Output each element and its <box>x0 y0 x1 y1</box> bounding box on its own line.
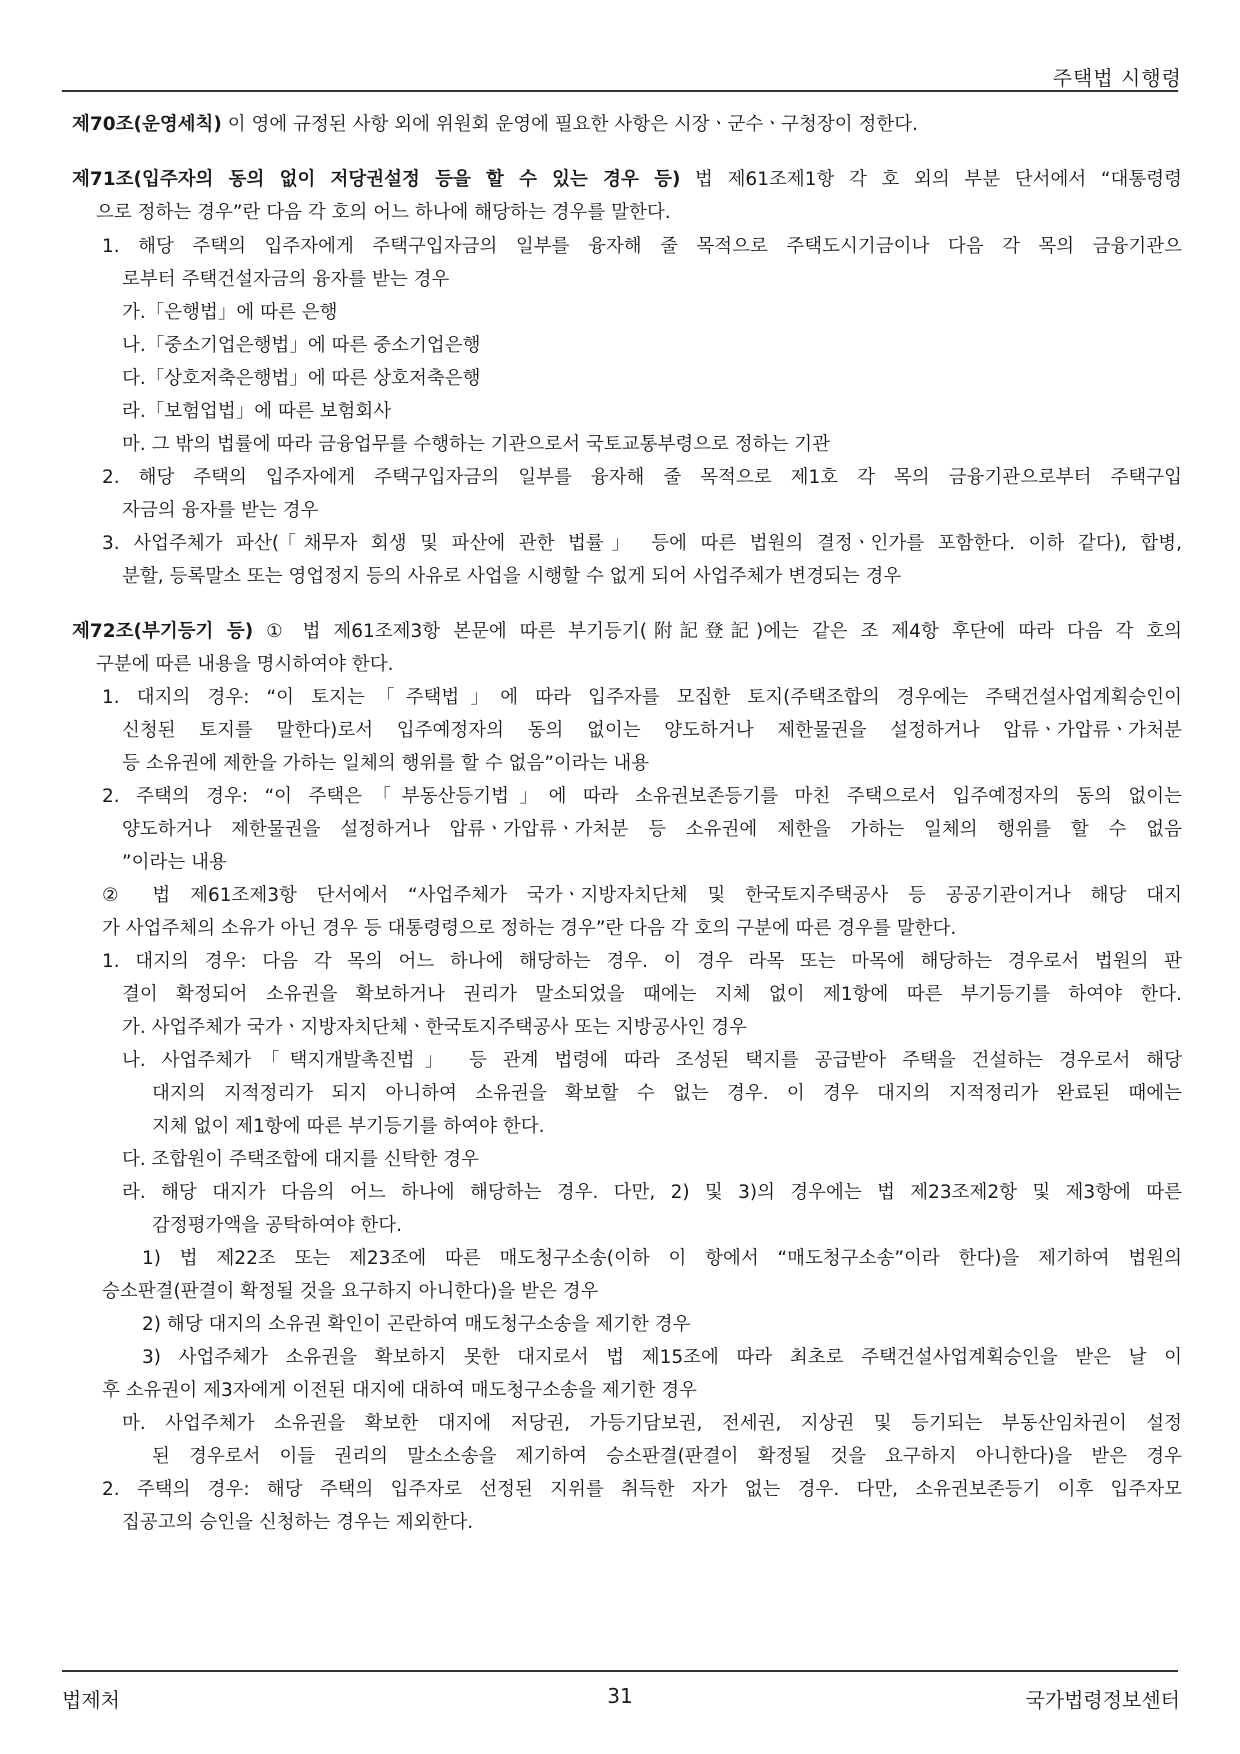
text-line <box>72 615 1182 648</box>
text-line <box>72 912 1182 945</box>
line-text: 2. 주택의 경우: 해당 주택의 입주자로 선정된 지위를 취득한 자가 없는 경우. 다만, 소유권보존등기 이후 입주자모 <box>102 1479 1182 1500</box>
line-text: 가.「은행법」에 따른 은행 <box>122 302 338 323</box>
line-text: 법 제61조제1항 각 호 외의 부분 단서에서 “대통령령 <box>680 169 1182 190</box>
line-text: 1. 대지의 경우: “이 토지는「주택법」에 따라 입주자를 모집한 토지(주택조합의 경우에는 주택건설사업계획승인이 <box>102 687 1182 708</box>
text-line <box>72 945 1182 978</box>
line-text: 다. 조합원이 주택조합에 대지를 신탁한 경우 <box>122 1149 479 1170</box>
text-line <box>72 648 1182 681</box>
text-line <box>72 1077 1182 1110</box>
line-text: 된 경우로서 이들 권리의 말소소송을 제기하여 승소판결(판결이 확정될 것을 요구하지 아니한다)을 받은 경우 <box>152 1446 1182 1467</box>
line-text: 마. 사업주체가 소유권을 확보한 대지에 저당권, 가등기담보권, 전세권, 지상권 및 등기되는 부동산임차권이 설정 <box>122 1413 1182 1434</box>
line-text: 1. 대지의 경우: 다음 각 목의 어느 하나에 해당하는 경우. 이 경우 라목 또는 마목에 해당하는 경우로서 법원의 판 <box>102 951 1182 972</box>
text-line <box>72 263 1182 296</box>
text-line <box>72 978 1182 1011</box>
text-line <box>72 1044 1182 1077</box>
header-rule <box>62 90 1178 92</box>
text-line <box>72 681 1182 714</box>
line-text: 라. 해당 대지가 다음의 어느 하나에 해당하는 경우. 다만, 2) 및 3)의 경우에는 법 제23조제2항 및 제3항에 따른 <box>122 1182 1182 1203</box>
text-line <box>72 527 1182 560</box>
line-text: 으로 정하는 경우”란 다음 각 호의 어느 하나에 해당하는 경우를 말한다. <box>96 202 671 223</box>
line-text: 가 사업주체의 소유가 아닌 경우 등 대통령령으로 정하는 경우”란 다음 각 호의 구분에 따른 경우를 말한다. <box>102 918 957 939</box>
line-text: 가. 사업주체가 국가ㆍ지방자치단체ㆍ한국토지주택공사 또는 지방공사인 경우 <box>122 1017 748 1038</box>
text-line <box>72 1110 1182 1143</box>
text-line <box>72 1011 1182 1044</box>
line-text: 대지의 지적정리가 되지 아니하여 소유권을 확보할 수 없는 경우. 이 경우 대지의 지적정리가 완료된 때에는 <box>152 1083 1182 1104</box>
text-line <box>72 714 1182 747</box>
text-line <box>72 879 1182 912</box>
line-text: 로부터 주택건설자금의 융자를 받는 경우 <box>122 269 450 290</box>
line-text: 2. 주택의 경우: “이 주택은「부동산등기법」에 따라 소유권보존등기를 마친 주택으로서 입주예정자의 동의 없이는 <box>102 786 1182 807</box>
line-text: 2. 해당 주택의 입주자에게 주택구입자금의 일부를 융자해 줄 목적으로 제1호 각 목의 금융기관으로부터 주택구입 <box>102 467 1182 488</box>
text-line <box>72 362 1182 395</box>
article-heading: 제70조(운영세칙) <box>72 114 222 135</box>
line-text: 라.「보험업법」에 따른 보험회사 <box>122 401 392 422</box>
text-line <box>72 1374 1182 1407</box>
line-text: 구분에 따른 내용을 명시하여야 한다. <box>96 654 394 675</box>
footer-publisher: 법제처 <box>62 1688 120 1712</box>
text-line <box>72 1440 1182 1473</box>
text-line <box>72 1473 1182 1506</box>
line-text: 1. 해당 주택의 입주자에게 주택구입자금의 일부를 융자해 줄 목적으로 주택도시기금이나 다음 각 목의 금융기관으 <box>102 236 1182 257</box>
text-line <box>72 747 1182 780</box>
line-text: 집공고의 승인을 신청하는 경우는 제외한다. <box>122 1512 474 1533</box>
line-text: ② 법 제61조제3항 단서에서 “사업주체가 국가ㆍ지방자치단체 및 한국토지주택공사 등 공공기관이거나 해당 대지 <box>102 885 1182 906</box>
text-line <box>72 329 1182 362</box>
text-line <box>72 230 1182 263</box>
line-text: 다.「상호저축은행법」에 따른 상호저축은행 <box>122 368 481 389</box>
text-line <box>72 1275 1182 1308</box>
line-text: 나.「중소기업은행법」에 따른 중소기업은행 <box>122 335 481 356</box>
text-line <box>72 1209 1182 1242</box>
text-line <box>72 108 1182 141</box>
text-line <box>72 395 1182 428</box>
line-text: 감정평가액을 공탁하여야 한다. <box>152 1215 402 1236</box>
text-line <box>72 163 1182 196</box>
line-text: 2) 해당 대지의 소유권 확인이 곤란하여 매도청구소송을 제기한 경우 <box>142 1314 691 1335</box>
line-text: 결이 확정되어 소유권을 확보하거나 권리가 말소되었을 때에는 지체 없이 제1항에 따른 부기등기를 하여야 한다. <box>122 984 1182 1005</box>
text-line <box>72 1242 1182 1275</box>
line-text: ① 법 제61조제3항 본문에 따른 부기등기(附記登記)에는 같은 조 제4항 후단에 따라 다음 각 호의 <box>253 621 1182 642</box>
text-line <box>72 494 1182 527</box>
line-text: 3) 사업주체가 소유권을 확보하지 못한 대지로서 법 제15조에 따라 최초로 주택건설사업계획승인을 받은 날 이 <box>142 1347 1182 1368</box>
text-line <box>72 1308 1182 1341</box>
line-text: 자금의 융자를 받는 경우 <box>122 500 319 521</box>
text-line <box>72 1407 1182 1440</box>
text-line <box>72 461 1182 494</box>
line-text: 1) 법 제22조 또는 제23조에 따른 매도청구소송(이하 이 항에서 “매도청구소송”이라 한다)을 제기하여 법원의 <box>142 1248 1182 1269</box>
line-text: 신청된 토지를 말한다)로서 입주예정자의 동의 없이는 양도하거나 제한물권을 설정하거나 압류ㆍ가압류ㆍ가처분 <box>122 720 1182 741</box>
line-text: 등 소유권에 제한을 가하는 일체의 행위를 할 수 없음”이라는 내용 <box>122 753 650 774</box>
line-text: 이 영에 규정된 사항 외에 위원회 운영에 필요한 사항은 시장ㆍ군수ㆍ구청장이 정한다. <box>221 114 918 135</box>
text-line <box>72 296 1182 329</box>
page-number: 31 <box>607 1684 633 1708</box>
text-line <box>72 1341 1182 1374</box>
footer-source: 국가법령정보센터 <box>1025 1688 1180 1712</box>
line-text: ”이라는 내용 <box>122 852 227 873</box>
document-header-title: 주택법 시행령 <box>1052 66 1182 90</box>
footer-rule <box>62 1670 1178 1672</box>
article-heading: 제71조(입주자의 동의 없이 저당권설정 등을 할 수 있는 경우 등) <box>72 169 681 190</box>
text-line <box>72 780 1182 813</box>
article-heading: 제72조(부기등기 등) <box>72 621 254 642</box>
text-line <box>72 1176 1182 1209</box>
text-line <box>72 846 1182 879</box>
line-text: 후 소유권이 제3자에게 이전된 대지에 대하여 매도청구소송을 제기한 경우 <box>102 1380 697 1401</box>
text-line <box>72 560 1182 593</box>
line-text: 분할, 등록말소 또는 영업정지 등의 사유로 사업을 시행할 수 없게 되어 사업주체가 변경되는 경우 <box>122 566 902 587</box>
line-text: 나. 사업주체가「택지개발촉진법」 등 관계 법령에 따라 조성된 택지를 공급받아 주택을 건설하는 경우로서 해당 <box>122 1050 1182 1071</box>
text-line <box>72 1506 1182 1539</box>
text-line <box>72 428 1182 461</box>
line-text: 마. 그 밖의 법률에 따라 금융업무를 수행하는 기관으로서 국토교통부령으로 정하는 기관 <box>122 434 831 455</box>
line-text: 승소판결(판결이 확정될 것을 요구하지 아니한다)을 받은 경우 <box>102 1281 599 1302</box>
text-line <box>72 196 1182 229</box>
line-text: 지체 없이 제1항에 따른 부기등기를 하여야 한다. <box>152 1116 545 1137</box>
text-line <box>72 1143 1182 1176</box>
line-text: 3. 사업주체가 파산(「채무자 회생 및 파산에 관한 법률」 등에 따른 법원의 결정ㆍ인가를 포함한다. 이하 같다), 합병, <box>102 533 1182 554</box>
text-line <box>72 813 1182 846</box>
line-text: 양도하거나 제한물권을 설정하거나 압류ㆍ가압류ㆍ가처분 등 소유권에 제한을 가하는 일체의 행위를 할 수 없음 <box>122 819 1182 840</box>
